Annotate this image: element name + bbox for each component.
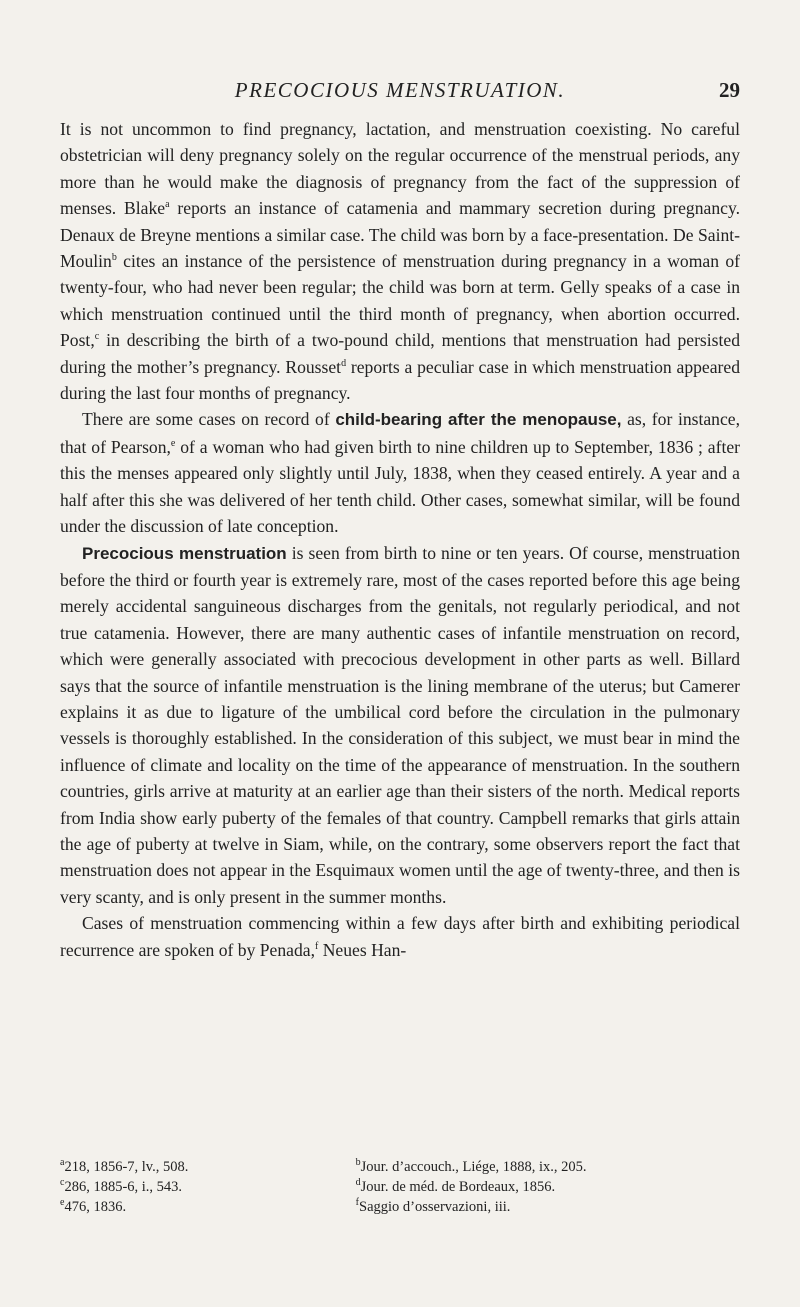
text-run: It is not uncommon to find pregnancy, lactation, and menstruation coexisting. No careful obstetrician will deny pregnancy solely on the regular occurrence of the menstrual periods, any more than he would make the diagnosis of pregnancy from the fact of the suppression of menses. Blake: [60, 119, 740, 219]
text-run: as, for instance, that of Pearson,: [60, 409, 740, 457]
text-run: of a woman who had given birth to nine children up to September, 1836 ; after this the menses appeared only slightly until July, 1838, when they ceased entirely. A year and a half after this she was delivered of her tenth child. Other cases, somewhat similar, will be found under the discussion of late conception.: [60, 436, 741, 537]
footnote-ref: a: [165, 199, 170, 211]
page-number: 29: [719, 78, 740, 102]
paragraph-precocious-menstruation: [60, 540, 740, 911]
footnote-text: 476, 1836.: [64, 1199, 127, 1215]
paragraph-after-birth: [60, 910, 740, 963]
footnotes-left-column: [60, 1157, 356, 1217]
footnote-ref: f: [314, 940, 319, 952]
footnote: [356, 1177, 740, 1197]
footnote: [356, 1157, 740, 1177]
paragraph-after-menopause: [60, 406, 740, 539]
side-gloss-heading: child-bearing after the menopause,: [335, 410, 622, 430]
side-gloss-heading: Precocious menstruation: [82, 543, 287, 563]
footnote-text: Jour. d’accouch., Liége, 1888, ix., 205.: [360, 1159, 587, 1175]
footnote-mark: f: [355, 1197, 359, 1209]
footnote-ref: b: [111, 252, 117, 264]
text-run: Neues Han-: [318, 939, 407, 960]
paragraph-pregnancy-menstruation: [60, 116, 740, 406]
footnote-ref: c: [94, 331, 100, 343]
footnote-mark: d: [355, 1177, 361, 1189]
footnote-mark: b: [355, 1157, 361, 1169]
footnote-text: Jour. de méd. de Bordeaux, 1856.: [360, 1179, 556, 1195]
footnote-text: 286, 1885-6, i., 543.: [64, 1179, 183, 1195]
footnote: [60, 1197, 356, 1217]
text-run: reports a peculiar case in which menstruation appeared during the last four months of pregnancy.: [60, 356, 740, 404]
text-run: There are some cases on record of: [82, 409, 336, 430]
text-run: reports an instance of catamenia and mammary secretion during pregnancy. Denaux de Breyne mentions a similar case. The child was born by a face-presentation. De Saint-Moulin: [60, 198, 740, 272]
page-header: [60, 78, 740, 108]
text-run: is seen from birth to nine or ten years. Of course, menstruation before the third or fourth year is extremely rare, most of the cases reported before this age being merely accidental sanguineous discharges from the genitals, not regularly periodical, and not true catamenia. However, there are many authentic cases of infantile menstruation on record, which were generally associated with precocious development in other parts as well. Billard says that the source of infantile menstruation is the lining membrane of the uterus; but Camerer explains it as due to ligature of the umbilical cord before the circulation in the pulmonary vessels is thoroughly established. In the consideration of this subject, we must bear in mind the influence of climate and locality on the time of the appearance of menstruation. In the southern countries, girls arrive at maturity at an earlier age than their sisters of the north. Medical reports from India show early puberty of the females of that country. Campbell remarks that girls attain the age of puberty at twelve in Siam, while, on the contrary, some observers report the fact that menstruation does not appear in the Esquimaux women until the age of twenty-three, and then is very scanty, and is only present in the summer months.: [60, 542, 740, 907]
footnote-text: 218, 1856-7, lv., 508.: [64, 1159, 189, 1175]
footnote-mark: c: [60, 1177, 65, 1189]
footnote-ref: d: [341, 357, 347, 369]
footnote-mark: a: [60, 1157, 65, 1169]
text-run: cites an instance of the persistence of menstruation during pregnancy in a woman of twenty-four, who had never been regular; the child was born at term. Gelly speaks of a case in which menstruation continued until the third month of pregnancy, when abortion occurred. Post,: [60, 251, 740, 351]
text-run: in describing the birth of a two-pound child, mentions that menstruation had persisted during the mother’s pregnancy. Rousset: [60, 330, 740, 377]
footnote: [60, 1177, 356, 1197]
footnote-text: Saggio d’osservazioni, iii.: [359, 1199, 511, 1215]
footnote-mark: e: [60, 1197, 65, 1209]
footnote: [356, 1197, 740, 1217]
footnote-ref: e: [170, 438, 176, 450]
footnotes: [60, 1157, 740, 1217]
footnote: [60, 1157, 356, 1177]
text-run: Cases of menstruation commencing within a few days after birth and exhibiting periodical recurrence are spoken of by Penada,: [60, 913, 740, 960]
running-title: PRECOCIOUS MENSTRUATION.: [234, 78, 566, 102]
body-text: [60, 116, 740, 963]
footnotes-right-column: [356, 1157, 740, 1217]
